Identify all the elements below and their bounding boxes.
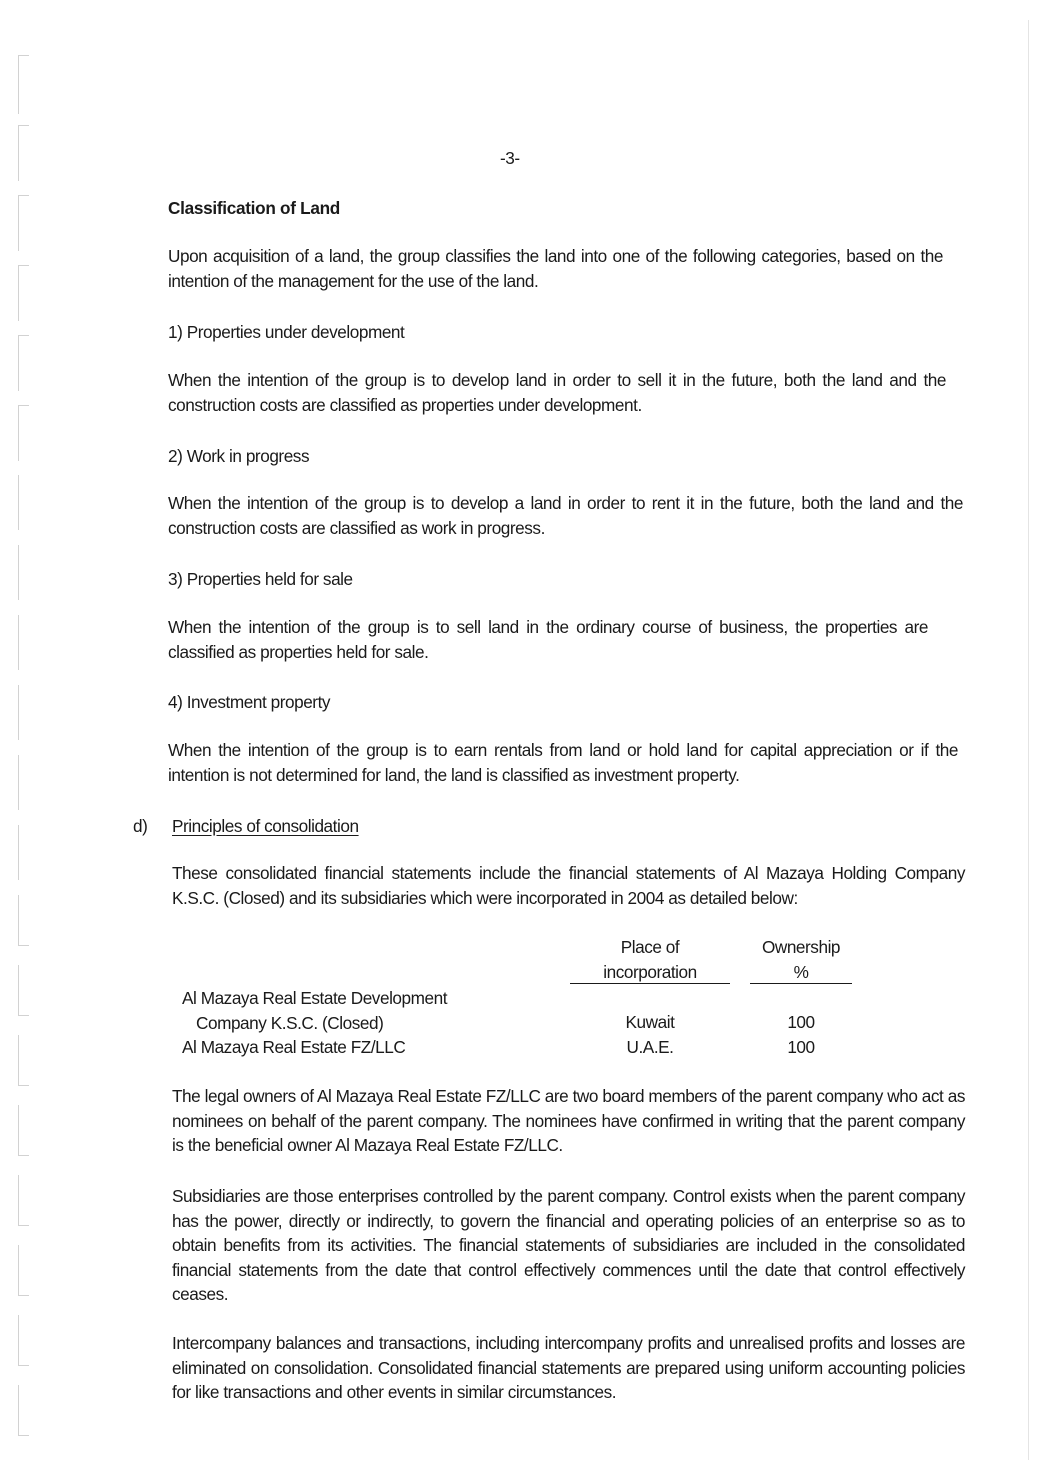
binder-mark [18,475,29,530]
category-title: 4) Investment property [168,692,331,712]
binder-mark [18,265,29,321]
binder-mark [18,615,29,670]
binder-mark [18,335,29,391]
category-title: 3) Properties held for sale [168,569,353,589]
subsidiary-ownership: 100 [787,1012,815,1032]
binder-mark [18,685,29,740]
section-label: d) [133,816,148,836]
binder-mark [18,1035,29,1086]
column-header-place-sub: incorporation [603,962,697,982]
column-rule [570,983,730,984]
category-title: 1) Properties under development [168,322,405,342]
column-header-place: Place of [620,937,680,957]
subsidiary-name: Al Mazaya Real Estate FZ/LLC [182,1037,406,1057]
page-number: -3- [500,148,520,168]
binder-mark [18,1175,29,1226]
binder-mark [18,965,29,1016]
column-rule [750,983,852,984]
consolidation-paragraph: Intercompany balances and transactions, including intercompany profits and unrealised profits and losses are eliminated on consolidation. Consolidated financial statements are prepared using uniform accounting policies for like transactions and other events in similar circumstances. [172,1333,965,1402]
subsidiary-name: Al Mazaya Real Estate Development [182,988,448,1008]
binder-mark [18,895,29,946]
section-heading: Classification of Land [168,198,340,218]
binder-mark [18,1245,29,1296]
page-border [1028,20,1029,1460]
binder-mark [18,545,29,600]
binder-mark [18,55,29,114]
subsidiary-place: Kuwait [625,1012,675,1032]
binder-mark [18,1105,29,1156]
binder-mark [18,825,29,880]
binder-mark [18,125,29,181]
category-text: When the intention of the group is to sell land in the ordinary course of business, the properties are classified as properties held for sale. [168,617,928,662]
binder-mark [18,755,29,810]
binder-mark [18,1315,29,1366]
category-text: When the intention of the group is to earn rentals from land or hold land for capital appreciation or if the intention is not determined for land, the land is classified as investment property. [168,740,958,785]
binder-mark [18,405,29,461]
intro-paragraph: Upon acquisition of a land, the group classifies the land into one of the following categories, based on the intention of the management for the use of the land. [168,246,943,291]
column-header-ownership-sub: % [793,962,809,982]
subsidiary-name-cont: Company K.S.C. (Closed) [196,1013,384,1033]
consolidation-paragraph: Subsidiaries are those enterprises controlled by the parent company. Control exists when the parent company has the power, directly or indirectly, to govern the financial and operating policies of an enterprise so as to obtain benefits from its activities. The financial statements of subsidiaries are included in the consolidated financial statements from the date that control effectively commences until the date that control effectively ceases. [172,1186,965,1304]
subsidiary-place: U.A.E. [626,1037,674,1057]
consolidation-paragraph: The legal owners of Al Mazaya Real Estate FZ/LLC are two board members of the parent company who act as nominees on behalf of the parent company. The nominees have confirmed in writing that the parent company is the beneficial owner Al Mazaya Real Estate FZ/LLC. [172,1086,965,1155]
binder-mark [18,1385,29,1436]
subsidiary-ownership: 100 [787,1037,815,1057]
category-title: 2) Work in progress [168,446,310,466]
column-header-ownership: Ownership [761,937,841,957]
consolidation-intro: These consolidated financial statements include the financial statements of Al Mazaya Holding Company K.S.C. (Closed) and its subsidiaries which were incorporated in 2004 as detailed below: [172,863,965,908]
category-text: When the intention of the group is to develop a land in order to rent it in the future, both the land and the construction costs are classified as work in progress. [168,493,963,538]
subsection-heading: Principles of consolidation [172,816,359,836]
binder-mark [18,195,29,251]
category-text: When the intention of the group is to develop land in order to sell it in the future, both the land and the construction costs are classified as properties under development. [168,370,946,415]
